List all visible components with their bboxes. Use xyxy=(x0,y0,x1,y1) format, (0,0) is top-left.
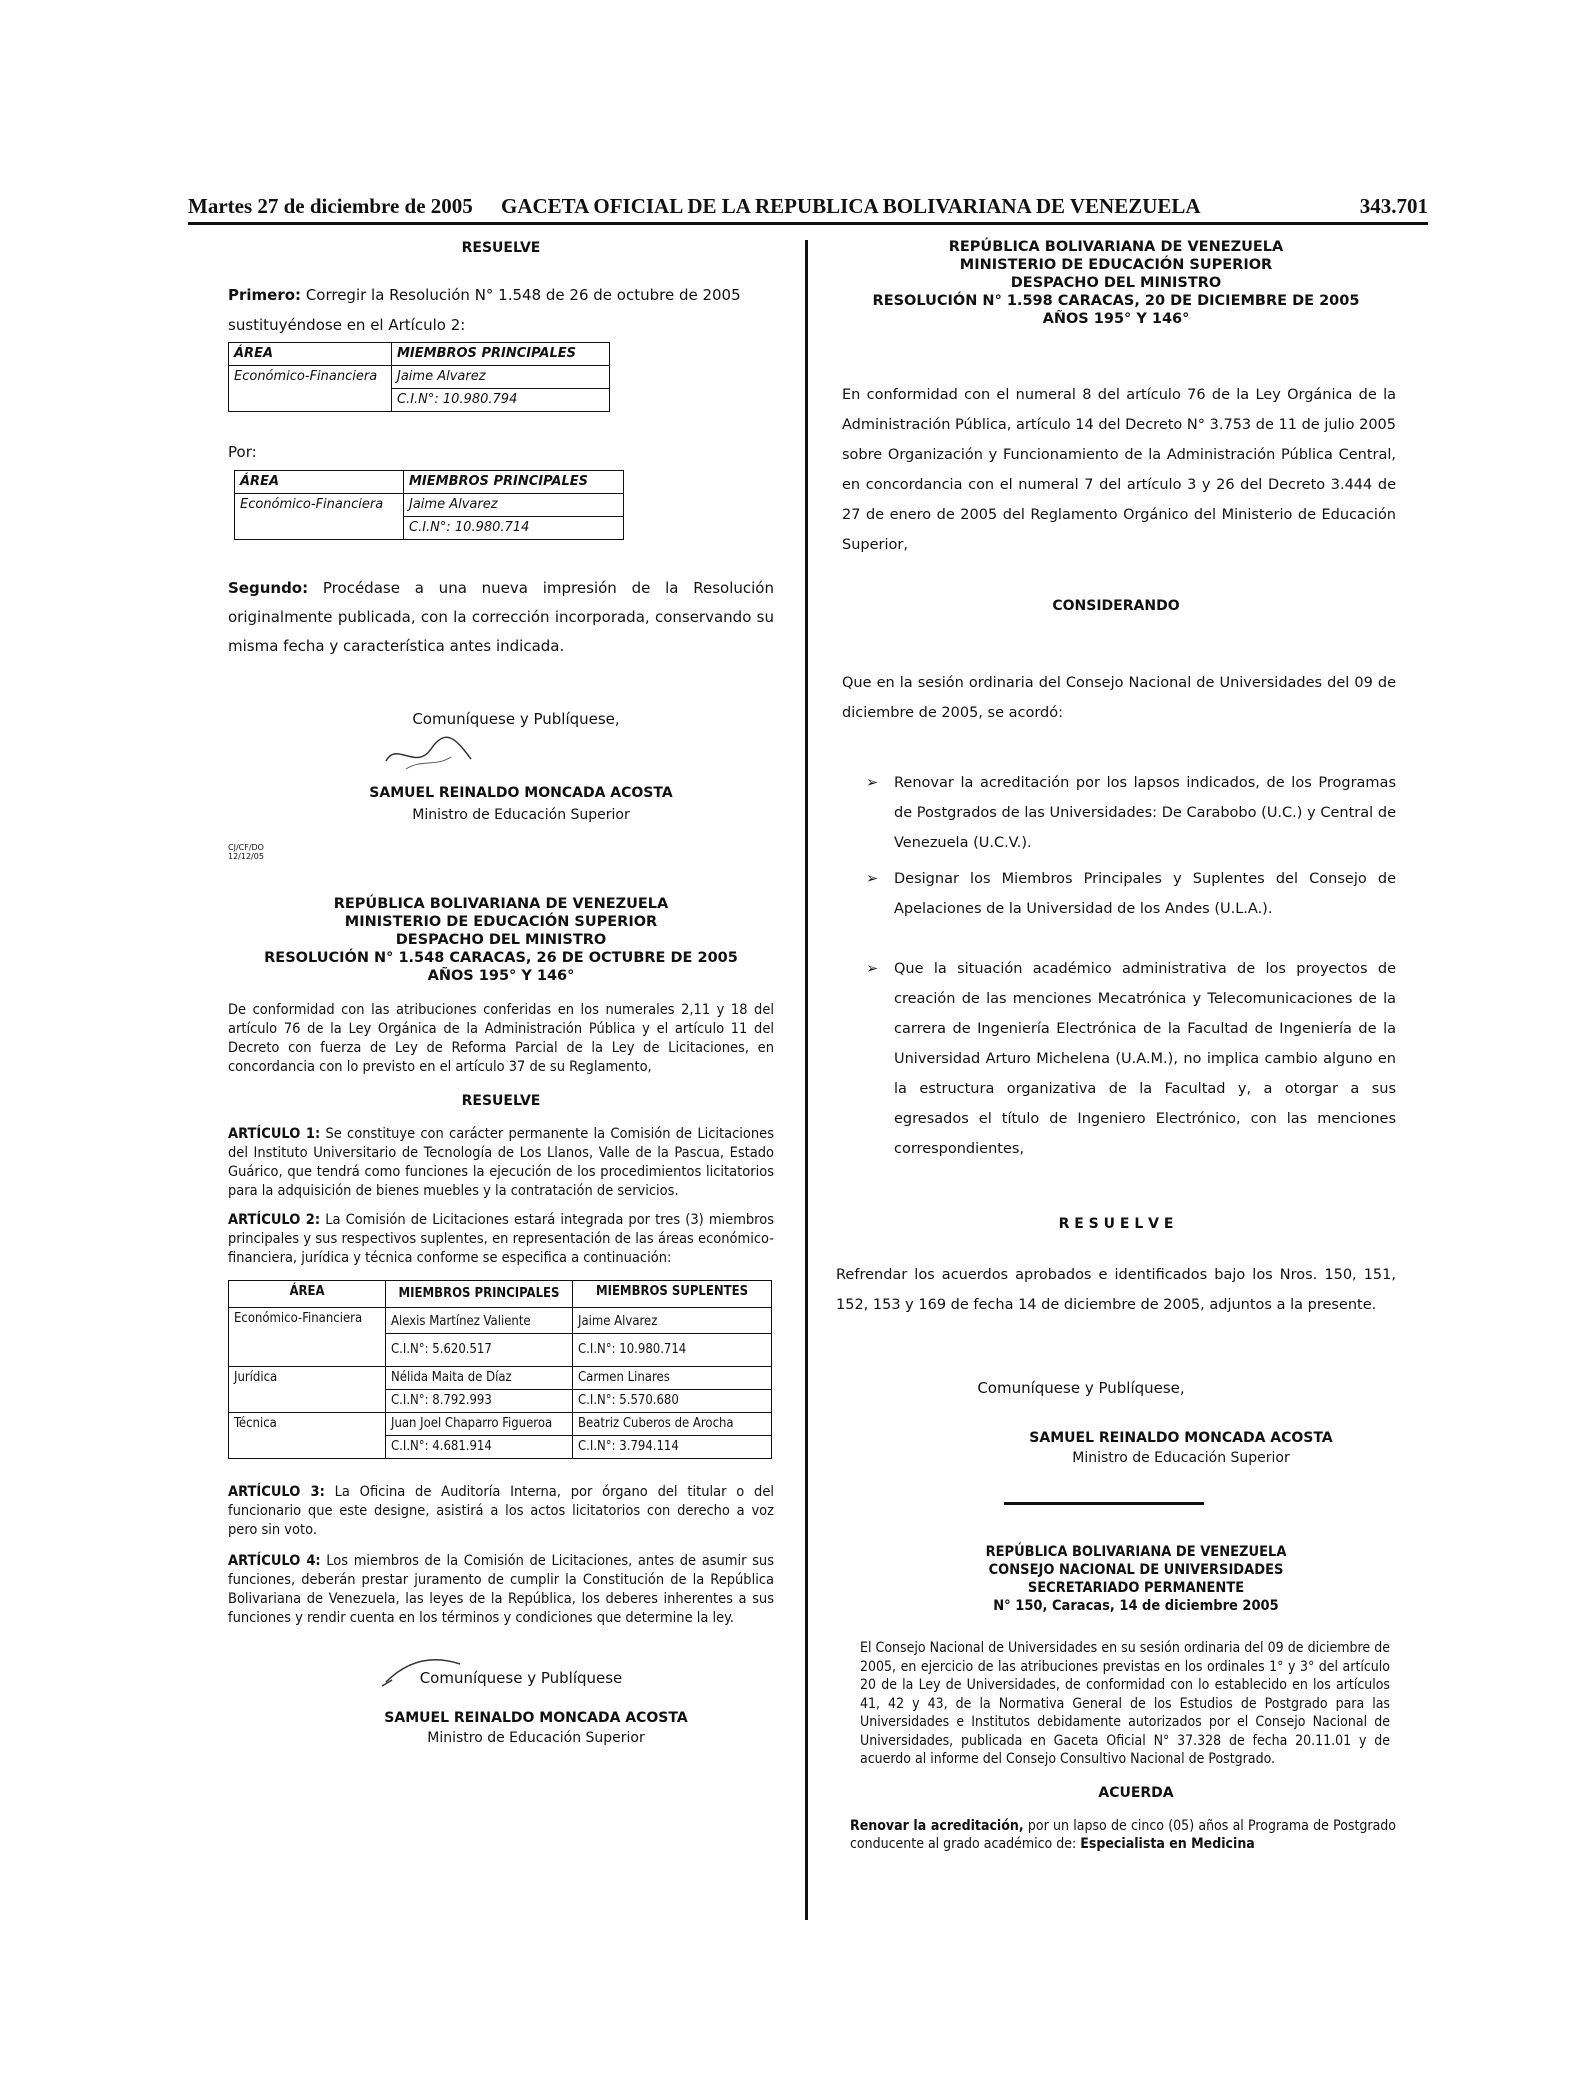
article-4-text: Los miembros de la Comisión de Licitaciones, antes de asumir sus funciones, deberán prestar juramento de cumplir la Constitución de la República Bolivariana de Venezuela, las leyes de la República, los deberes inherentes a sus funciones y rendir cuenta en los términos y condiciones que determine la ley. xyxy=(228,1553,775,1626)
cnu-heading-line: REPÚBLICA BOLIVARIANA DE VENEZUELA xyxy=(985,1544,1287,1560)
article-2-text: La Comisión de Licitaciones estará integrada por tres (3) miembros principales y sus respectivos suplentes, en representación de las áreas económico-financiera, jurídica y técnica conforme se especifica a continuación: xyxy=(228,1212,774,1266)
article-1 xyxy=(228,1125,774,1201)
article-3-label: ARTÍCULO 3: xyxy=(228,1484,325,1500)
signature-title-3: Ministro de Educación Superior xyxy=(1072,1450,1290,1466)
left-column xyxy=(228,238,774,1748)
primero-label: Primero: xyxy=(228,286,302,304)
article-1-text: Se constituye con carácter permanente la Comisión de Licitaciones del Instituto Universitario de Tecnología de Los Llanos, Valle de la Pascua, Estado Guárico, que tendrá como funciones la ejecución de los procedimientos licitatorios para la adquisición de bienes muebles y la contratación de servicios. xyxy=(228,1126,774,1199)
acuerda-heading: ACUERDA xyxy=(1098,1784,1174,1801)
table-row xyxy=(229,1308,772,1334)
row-principal: Nélida Maita de Díaz xyxy=(386,1367,573,1390)
row-principal-ci: C.I.N°: 4.681.914 xyxy=(386,1436,573,1459)
table-cell-ci: C.I.N°: 10.980.794 xyxy=(392,389,610,412)
primero-paragraph xyxy=(228,280,774,340)
commission-members-table xyxy=(228,1280,772,1459)
row-area: Técnica xyxy=(229,1413,386,1459)
considerando-text: Que en la sesión ordinaria del Consejo Nacional de Universidades del 09 de diciembre de 2005, se acordó: xyxy=(842,675,1396,721)
table-cell-ci: C.I.N°: 10.980.714 xyxy=(404,517,624,540)
header-page-number: 343.701 xyxy=(1359,194,1428,218)
cnu-heading-line: N° 150, Caracas, 14 de diciembre 2005 xyxy=(993,1598,1279,1614)
res-heading-line: REPÚBLICA BOLIVARIANA DE VENEZUELA xyxy=(948,239,1284,255)
row-substitute-ci: C.I.N°: 3.794.114 xyxy=(573,1436,772,1459)
correction-table-original xyxy=(228,342,610,412)
signature-name-2: SAMUEL REINALDO MONCADA ACOSTA xyxy=(384,1710,688,1726)
renovar-end: Especialista en Medicina xyxy=(1080,1835,1255,1852)
cnu-text: El Consejo Nacional de Universidades en su sesión ordinaria del 09 de diciembre de 2005, en ejercicio de las atribuciones previstas en los ordinales 1° y 3° del artículo 20 de la Ley de Universidades, de conformidad con lo establecido en los artículos 41, 42 y 43, de la Normativa General de los Estudios de Postgrado para las Universidades e Institutos debidamente autorizados por el Consejo Nacional de Universidades, publicada en Gaceta Oficial N° 37.328 de fecha 20.11.01 y de acuerdo al informe del Consejo Consultivo Nacional de Postgrado. xyxy=(860,1640,1390,1767)
table-cell-member: Jaime Alvarez xyxy=(404,494,624,517)
signature-scribble-1 xyxy=(228,729,774,777)
separator-rule xyxy=(1004,1502,1204,1505)
initials-block xyxy=(228,843,774,861)
signature-block-2 xyxy=(228,1650,774,1700)
table-header-principal: MIEMBROS PRINCIPALES xyxy=(386,1281,573,1308)
res-heading-line: AÑOS 195° Y 146° xyxy=(427,968,575,984)
article-3 xyxy=(228,1483,774,1540)
renovar-label: Renovar la acreditación, xyxy=(850,1817,1024,1834)
comuniquese-3: Comuníquese y Publíquese, xyxy=(977,1379,1185,1397)
resolution-1598-heading xyxy=(836,238,1396,328)
article-2-label: ARTÍCULO 2: xyxy=(228,1212,321,1228)
row-substitute-ci: C.I.N°: 5.570.680 xyxy=(573,1390,772,1413)
list-item xyxy=(866,954,1396,1164)
res-heading-line: MINISTERIO DE EDUCACIÓN SUPERIOR xyxy=(959,257,1273,273)
table-header-area: ÁREA xyxy=(229,343,392,366)
row-principal-ci: C.I.N°: 5.620.517 xyxy=(386,1334,573,1367)
article-4 xyxy=(228,1552,774,1628)
column-divider xyxy=(805,240,808,1920)
row-area: Jurídica xyxy=(229,1367,386,1413)
res-heading-line: RESOLUCIÓN N° 1.548 CARACAS, 26 DE OCTUBRE DE 2005 xyxy=(264,950,738,966)
resuelve-heading-3: R E S U E L V E xyxy=(1058,1216,1174,1232)
por-label: Por: xyxy=(228,443,257,461)
correction-table-new xyxy=(234,470,624,540)
table-row xyxy=(229,1367,772,1390)
table-header-members: MIEMBROS PRINCIPALES xyxy=(404,471,624,494)
cnu-heading xyxy=(836,1543,1396,1615)
considerando-heading: CONSIDERANDO xyxy=(1052,598,1180,614)
signature-title-2: Ministro de Educación Superior xyxy=(427,1730,645,1746)
article-2 xyxy=(228,1211,774,1268)
primero-text: Corregir la Resolución N° 1.548 de 26 de octubre de 2005 sustituyéndose en el Artículo 2: xyxy=(228,286,741,334)
segundo-text: Procédase a una nueva impresión de la Resolución originalmente publicada, con la corrección incorporada, conservando su misma fecha y característica antes indicada. xyxy=(228,579,774,655)
handwritten-signature-1 xyxy=(376,731,496,775)
res-heading-line: MINISTERIO DE EDUCACIÓN SUPERIOR xyxy=(344,914,658,930)
res2-intro: De conformidad con las atribuciones conferidas en los numerales 2,11 y 18 del artículo 76 de la Ley Orgánica de la Administración Pública y el artículo 11 del Decreto con fuerza de Ley de Reforma Parcial de la Ley de Licitaciones, en concordancia con lo previsto en el artículo 37 de su Reglamento, xyxy=(228,1002,774,1075)
table-header-area: ÁREA xyxy=(229,1281,386,1308)
signature-title-1: Ministro de Educación Superior xyxy=(412,807,630,823)
cnu-heading-line: CONSEJO NACIONAL DE UNIVERSIDADES xyxy=(988,1562,1284,1578)
signature-name-3: SAMUEL REINALDO MONCADA ACOSTA xyxy=(1029,1430,1333,1446)
arrow-bullet-icon: ➢ xyxy=(866,961,879,977)
arrow-bullet-icon: ➢ xyxy=(866,775,879,791)
table-header-area: ÁREA xyxy=(235,471,404,494)
article-1-label: ARTÍCULO 1: xyxy=(228,1126,321,1142)
row-substitute: Jaime Alvarez xyxy=(573,1308,772,1334)
resuelve-heading-2: RESUELVE xyxy=(461,1093,541,1109)
renovar-text: por un lapso de cinco (05) años al Programa de Postgrado conducente al grado académico de: xyxy=(850,1817,1396,1852)
list-item-text: Renovar la acreditación por los lapsos indicados, de los Programas de Postgrados de las Universidades: De Carabobo (U.C.) y Central de Venezuela (U.C.V.). xyxy=(894,775,1396,851)
resolution-1548-heading xyxy=(228,895,774,985)
table-header-members: MIEMBROS PRINCIPALES xyxy=(392,343,610,366)
header-title: GACETA OFICIAL DE LA REPUBLICA BOLIVARIANA DE VENEZUELA xyxy=(501,194,1201,218)
comuniquese-2: Comuníquese y Publíquese xyxy=(419,1669,623,1687)
table-header-substitute: MIEMBROS SUPLENTES xyxy=(573,1281,772,1308)
signature-name-1: SAMUEL REINALDO MONCADA ACOSTA xyxy=(369,785,673,801)
table-cell-area: Económico-Financiera xyxy=(235,494,404,540)
res-heading-line: REPÚBLICA BOLIVARIANA DE VENEZUELA xyxy=(333,896,669,912)
segundo-label: Segundo: xyxy=(228,579,309,597)
row-substitute-ci: C.I.N°: 10.980.714 xyxy=(573,1334,772,1367)
list-item-text: Que la situación académico administrativa de los proyectos de creación de las menciones Mecatrónica y Telecomunicaciones de la carrera de Ingeniería Electrónica de la Facultad de Ingeniería de la Universidad Arturo Michelena (U.A.M.), no implica cambio alguno en la estructura organizativa de la Facultad y, a otorgar a sus egresados el título de Ingeniero Electrónico, con las menciones correspondientes, xyxy=(894,961,1396,1157)
row-principal: Juan Joel Chaparro Figueroa xyxy=(386,1413,573,1436)
refrendar-paragraph: Refrendar los acuerdos aprobados e identificados bajo los Nros. 150, 151, 152, 153 y 169 de fecha 14 de diciembre de 2005, adjuntos a la presente. xyxy=(836,1267,1396,1313)
table-cell-area: Económico-Financiera xyxy=(229,366,392,412)
table-cell-member: Jaime Alvarez xyxy=(392,366,610,389)
resuelve-heading: RESUELVE xyxy=(461,240,541,256)
list-item xyxy=(866,864,1396,924)
gazette-header xyxy=(188,192,1428,225)
res-heading-line: DESPACHO DEL MINISTRO xyxy=(1010,275,1222,291)
list-item-text: Designar los Miembros Principales y Suplentes del Consejo de Apelaciones de la Universidad de los Andes (U.L.A.). xyxy=(894,871,1396,917)
row-principal: Alexis Martínez Valiente xyxy=(386,1308,573,1334)
table-row xyxy=(229,1413,772,1436)
right-column xyxy=(836,238,1396,1853)
header-date: Martes 27 de diciembre de 2005 xyxy=(188,194,473,218)
renovar-paragraph xyxy=(836,1817,1396,1853)
row-principal-ci: C.I.N°: 8.792.993 xyxy=(386,1390,573,1413)
res-heading-line: RESOLUCIÓN N° 1.598 CARACAS, 20 DE DICIEMBRE DE 2005 xyxy=(872,293,1360,309)
initials-line-1: CJ/CF/DO xyxy=(228,843,264,852)
res-heading-line: AÑOS 195° Y 146° xyxy=(1042,311,1190,327)
considerando-list xyxy=(836,768,1396,1164)
res3-intro: En conformidad con el numeral 8 del artículo 76 de la Ley Orgánica de la Administración Pública, artículo 14 del Decreto N° 3.753 de 11 de julio 2005 sobre Organización y Funcionamiento de la Administración Pública Central, en concordancia con el numeral 7 del artículo 3 y 26 del Decreto 3.444 de 27 de enero de 2005 del Reglamento Orgánico del Ministerio de Educación Superior, xyxy=(842,387,1396,553)
res-heading-line: DESPACHO DEL MINISTRO xyxy=(395,932,607,948)
cnu-heading-line: SECRETARIADO PERMANENTE xyxy=(1027,1580,1245,1596)
article-4-label: ARTÍCULO 4: xyxy=(228,1553,321,1569)
article-3-text: La Oficina de Auditoría Interna, por órgano del titular o del funcionario que este designe, asistirá a los actos licitatorios con derecho a voz pero sin voto. xyxy=(228,1484,774,1538)
row-substitute: Beatriz Cuberos de Arocha xyxy=(573,1413,772,1436)
row-substitute: Carmen Linares xyxy=(573,1367,772,1390)
row-area: Económico-Financiera xyxy=(229,1308,386,1367)
list-item xyxy=(866,768,1396,858)
initials-line-2: 12/12/05 xyxy=(228,852,264,861)
comuniquese-1: Comuníquese y Publíquese, xyxy=(412,710,620,728)
segundo-paragraph xyxy=(228,574,774,661)
arrow-bullet-icon: ➢ xyxy=(866,871,879,887)
